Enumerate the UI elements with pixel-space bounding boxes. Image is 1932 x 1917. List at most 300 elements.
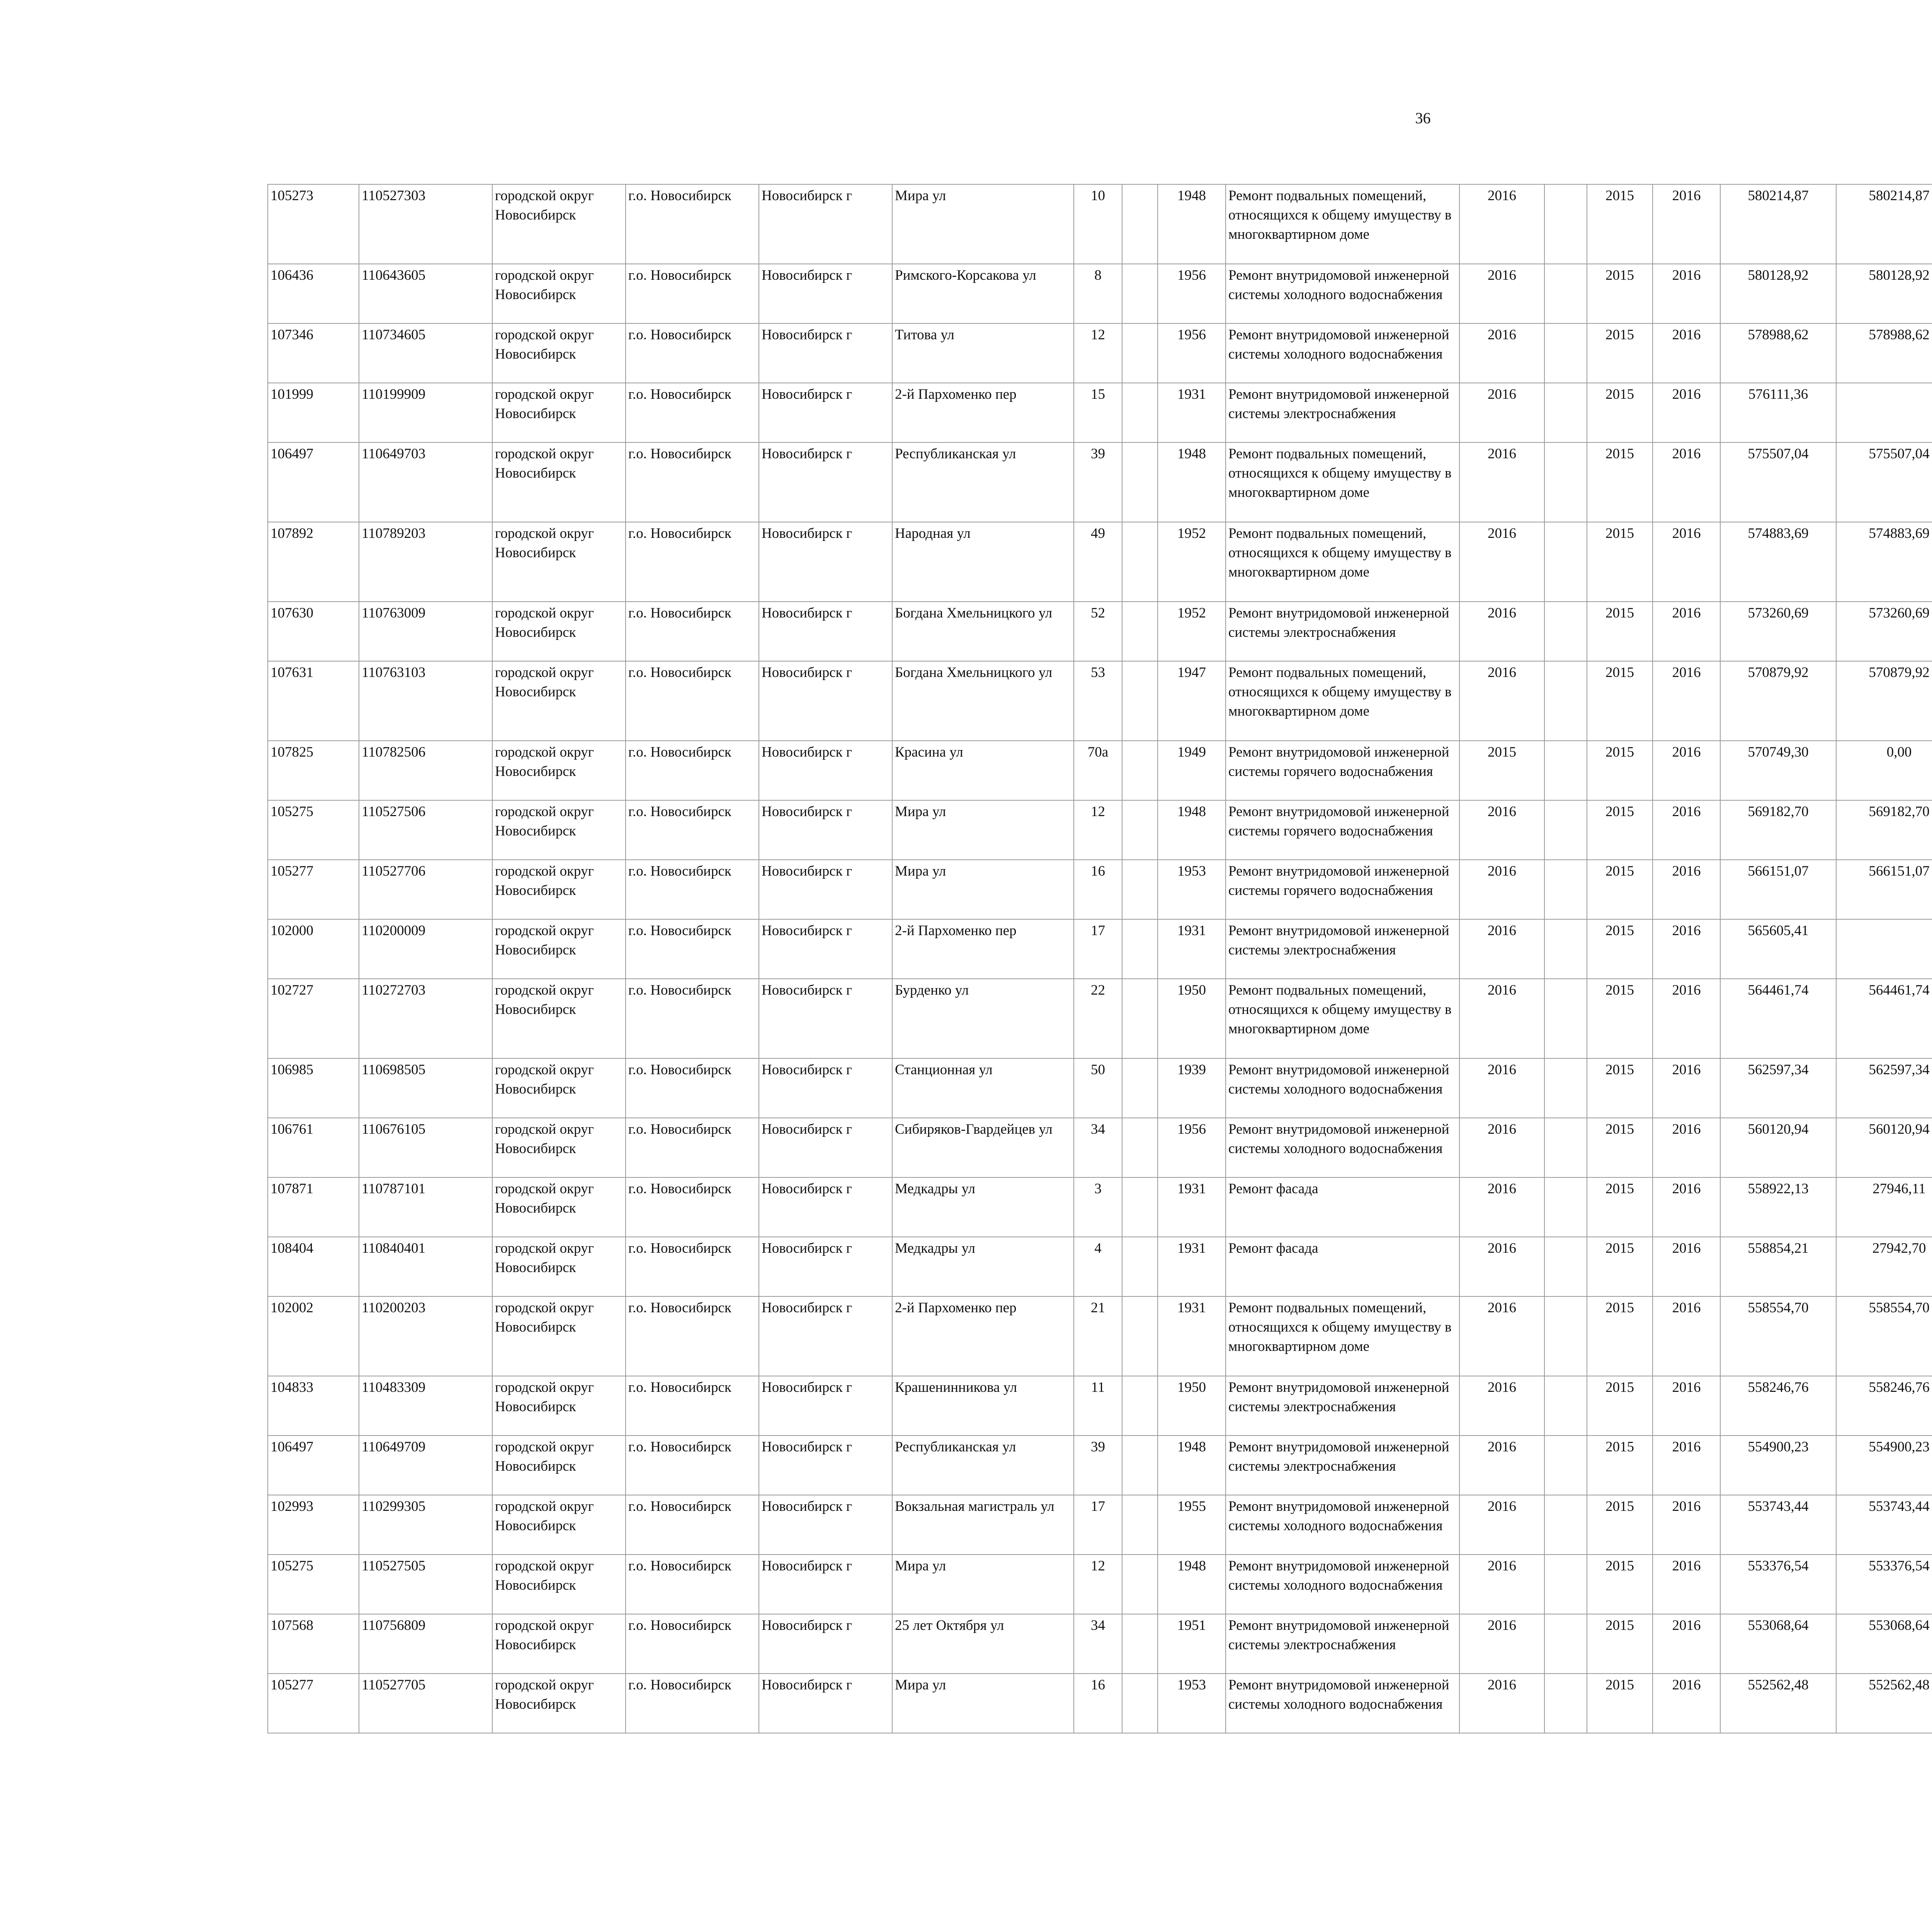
cell-cost-source-1: 552562,48	[1836, 1674, 1932, 1733]
cell-work-type: Ремонт внутридомовой инженерной системы электроснабжения	[1226, 383, 1459, 442]
cell-work-type: Ремонт подвальных помещений, относящихся к общему имуществу в многоквартирном доме	[1226, 661, 1459, 741]
cell-period-start: 2015	[1587, 602, 1653, 661]
cell-empty-col	[1544, 184, 1587, 264]
cell-settlement: Новосибирск г	[759, 1376, 892, 1436]
cell-work-type: Ремонт внутридомовой инженерной системы электроснабжения	[1226, 1376, 1459, 1436]
cell-settlement: Новосибирск г	[759, 383, 892, 442]
cell-cost-source-1: 558246,76	[1836, 1376, 1932, 1436]
cell-city-district: г.о. Новосибирск	[626, 1237, 759, 1296]
cell-street: Мира ул	[892, 1674, 1074, 1733]
cell-settlement: Новосибирск г	[759, 919, 892, 979]
cell-record-id: 105277	[268, 860, 359, 919]
cell-period-end: 2016	[1653, 442, 1720, 522]
cell-period-start: 2015	[1587, 383, 1653, 442]
cell-house-number: 17	[1074, 919, 1122, 979]
cell-house-code: 110483309	[359, 1376, 492, 1436]
cell-municipality: городской округ Новосибирск	[492, 602, 626, 661]
table-row	[268, 323, 1932, 383]
cell-city-district: г.о. Новосибирск	[626, 323, 759, 383]
cell-municipality: городской округ Новосибирск	[492, 1436, 626, 1495]
cell-house-number: 16	[1074, 860, 1122, 919]
cell-period-start: 2015	[1587, 1058, 1653, 1118]
cell-municipality: городской округ Новосибирск	[492, 1495, 626, 1555]
cell-total-cost: 552562,48	[1720, 1674, 1836, 1733]
cell-city-district: г.о. Новосибирск	[626, 860, 759, 919]
cell-cost-source-1: 27942,70	[1836, 1237, 1932, 1296]
cell-build-year: 1953	[1158, 860, 1226, 919]
table-row	[268, 741, 1932, 800]
cell-period-end: 2016	[1653, 602, 1720, 661]
cell-house-number: 34	[1074, 1614, 1122, 1674]
table-row	[268, 1674, 1932, 1733]
cell-empty-col	[1544, 800, 1587, 860]
cell-total-cost: 573260,69	[1720, 602, 1836, 661]
cell-build-year: 1931	[1158, 919, 1226, 979]
cell-record-id: 105275	[268, 1555, 359, 1614]
cell-empty-col	[1544, 1674, 1587, 1733]
cell-period-end: 2016	[1653, 1237, 1720, 1296]
cell-city-district: г.о. Новосибирск	[626, 661, 759, 741]
cell-period-end: 2016	[1653, 1674, 1720, 1733]
cell-house-code: 110527506	[359, 800, 492, 860]
cell-corpus	[1122, 1674, 1158, 1733]
cell-plan-year: 2015	[1459, 741, 1544, 800]
cell-period-end: 2016	[1653, 1296, 1720, 1376]
cell-city-district: г.о. Новосибирск	[626, 602, 759, 661]
cell-house-code: 110756809	[359, 1614, 492, 1674]
cell-empty-col	[1544, 979, 1587, 1058]
cell-record-id: 102002	[268, 1296, 359, 1376]
cell-empty-col	[1544, 383, 1587, 442]
cell-total-cost: 566151,07	[1720, 860, 1836, 919]
cell-empty-col	[1544, 1177, 1587, 1237]
cell-city-district: г.о. Новосибирск	[626, 979, 759, 1058]
cell-house-number: 11	[1074, 1376, 1122, 1436]
cell-house-code: 110649709	[359, 1436, 492, 1495]
cell-settlement: Новосибирск г	[759, 602, 892, 661]
cell-record-id: 108404	[268, 1237, 359, 1296]
cell-settlement: Новосибирск г	[759, 1177, 892, 1237]
cell-corpus	[1122, 979, 1158, 1058]
cell-street: 2-й Пархоменко пер	[892, 919, 1074, 979]
cell-record-id: 101999	[268, 383, 359, 442]
cell-municipality: городской округ Новосибирск	[492, 1376, 626, 1436]
cell-period-end: 2016	[1653, 383, 1720, 442]
cell-work-type: Ремонт внутридомовой инженерной системы холодного водоснабжения	[1226, 323, 1459, 383]
cell-empty-col	[1544, 919, 1587, 979]
table-row	[268, 1058, 1932, 1118]
cell-settlement: Новосибирск г	[759, 1614, 892, 1674]
cell-municipality: городской округ Новосибирск	[492, 184, 626, 264]
cell-settlement: Новосибирск г	[759, 323, 892, 383]
cell-street: Мира ул	[892, 1555, 1074, 1614]
cell-plan-year: 2016	[1459, 1436, 1544, 1495]
cell-city-district: г.о. Новосибирск	[626, 1674, 759, 1733]
cell-record-id: 106985	[268, 1058, 359, 1118]
cell-total-cost: 569182,70	[1720, 800, 1836, 860]
cell-period-start: 2015	[1587, 522, 1653, 602]
cell-period-start: 2015	[1587, 1118, 1653, 1177]
table-row	[268, 860, 1932, 919]
cell-city-district: г.о. Новосибирск	[626, 184, 759, 264]
cell-period-end: 2016	[1653, 1495, 1720, 1555]
cell-plan-year: 2016	[1459, 1296, 1544, 1376]
cell-municipality: городской округ Новосибирск	[492, 919, 626, 979]
cell-work-type: Ремонт фасада	[1226, 1177, 1459, 1237]
cell-municipality: городской округ Новосибирск	[492, 1177, 626, 1237]
cell-build-year: 1953	[1158, 1674, 1226, 1733]
cell-municipality: городской округ Новосибирск	[492, 323, 626, 383]
cell-total-cost: 570879,92	[1720, 661, 1836, 741]
cell-total-cost: 558246,76	[1720, 1376, 1836, 1436]
cell-corpus	[1122, 1495, 1158, 1555]
cell-total-cost: 553068,64	[1720, 1614, 1836, 1674]
cell-municipality: городской округ Новосибирск	[492, 979, 626, 1058]
cell-plan-year: 2016	[1459, 383, 1544, 442]
cell-house-code: 110527705	[359, 1674, 492, 1733]
table-row	[268, 442, 1932, 522]
cell-municipality: городской округ Новосибирск	[492, 1118, 626, 1177]
cell-total-cost: 554900,23	[1720, 1436, 1836, 1495]
cell-house-number: 39	[1074, 1436, 1122, 1495]
cell-period-end: 2016	[1653, 1118, 1720, 1177]
table-row	[268, 1495, 1932, 1555]
cell-empty-col	[1544, 1118, 1587, 1177]
cell-corpus	[1122, 1614, 1158, 1674]
table-row	[268, 1555, 1932, 1614]
cell-plan-year: 2016	[1459, 442, 1544, 522]
cell-cost-source-1: 558554,70	[1836, 1296, 1932, 1376]
cell-house-number: 12	[1074, 1555, 1122, 1614]
cell-house-code: 110676105	[359, 1118, 492, 1177]
cell-work-type: Ремонт внутридомовой инженерной системы горячего водоснабжения	[1226, 800, 1459, 860]
table-row	[268, 1376, 1932, 1436]
cell-cost-source-1: 553743,44	[1836, 1495, 1932, 1555]
cell-empty-col	[1544, 1058, 1587, 1118]
cell-plan-year: 2016	[1459, 264, 1544, 323]
cell-plan-year: 2016	[1459, 1555, 1544, 1614]
cell-build-year: 1952	[1158, 522, 1226, 602]
cell-house-number: 16	[1074, 1674, 1122, 1733]
cell-cost-source-1: 0,00	[1836, 741, 1932, 800]
cell-record-id: 107825	[268, 741, 359, 800]
cell-house-number: 52	[1074, 602, 1122, 661]
cell-street: Станционная ул	[892, 1058, 1074, 1118]
cell-settlement: Новосибирск г	[759, 860, 892, 919]
cell-house-code: 110782506	[359, 741, 492, 800]
cell-build-year: 1931	[1158, 1177, 1226, 1237]
cell-record-id: 105273	[268, 184, 359, 264]
cell-house-number: 3	[1074, 1177, 1122, 1237]
cell-settlement: Новосибирск г	[759, 264, 892, 323]
table-row	[268, 1296, 1932, 1376]
cell-house-code: 110698505	[359, 1058, 492, 1118]
cell-work-type: Ремонт внутридомовой инженерной системы электроснабжения	[1226, 1436, 1459, 1495]
cell-corpus	[1122, 323, 1158, 383]
cell-period-end: 2016	[1653, 1058, 1720, 1118]
cell-empty-col	[1544, 1376, 1587, 1436]
cell-corpus	[1122, 1376, 1158, 1436]
cell-settlement: Новосибирск г	[759, 800, 892, 860]
cell-house-code: 110763103	[359, 661, 492, 741]
cell-build-year: 1951	[1158, 1614, 1226, 1674]
cell-plan-year: 2016	[1459, 800, 1544, 860]
cell-work-type: Ремонт подвальных помещений, относящихся к общему имуществу в многоквартирном доме	[1226, 979, 1459, 1058]
cell-work-type: Ремонт внутридомовой инженерной системы горячего водоснабжения	[1226, 860, 1459, 919]
cell-settlement: Новосибирск г	[759, 979, 892, 1058]
cell-period-end: 2016	[1653, 979, 1720, 1058]
cell-settlement: Новосибирск г	[759, 522, 892, 602]
cell-plan-year: 2016	[1459, 602, 1544, 661]
cell-work-type: Ремонт внутридомовой инженерной системы электроснабжения	[1226, 1614, 1459, 1674]
cell-city-district: г.о. Новосибирск	[626, 1296, 759, 1376]
cell-plan-year: 2016	[1459, 919, 1544, 979]
cell-settlement: Новосибирск г	[759, 661, 892, 741]
cell-total-cost: 558922,13	[1720, 1177, 1836, 1237]
cell-cost-source-1: 580128,92	[1836, 264, 1932, 323]
cell-house-number: 70а	[1074, 741, 1122, 800]
cell-house-number: 12	[1074, 800, 1122, 860]
cell-period-end: 2016	[1653, 741, 1720, 800]
cell-total-cost: 580128,92	[1720, 264, 1836, 323]
cell-record-id: 107892	[268, 522, 359, 602]
cell-house-number: 21	[1074, 1296, 1122, 1376]
cell-municipality: городской округ Новосибирск	[492, 860, 626, 919]
cell-work-type: Ремонт подвальных помещений, относящихся к общему имуществу в многоквартирном доме	[1226, 184, 1459, 264]
cell-corpus	[1122, 1118, 1158, 1177]
cell-total-cost: 580214,87	[1720, 184, 1836, 264]
cell-house-code: 110789203	[359, 522, 492, 602]
cell-cost-source-1: 553376,54	[1836, 1555, 1932, 1614]
cell-work-type: Ремонт внутридомовой инженерной системы холодного водоснабжения	[1226, 1495, 1459, 1555]
cell-cost-source-1: 573260,69	[1836, 602, 1932, 661]
cell-cost-source-1: 578988,62	[1836, 323, 1932, 383]
cell-total-cost: 558854,21	[1720, 1237, 1836, 1296]
cell-build-year: 1948	[1158, 1555, 1226, 1614]
table-row	[268, 264, 1932, 323]
cell-corpus	[1122, 1237, 1158, 1296]
cell-corpus	[1122, 522, 1158, 602]
cell-work-type: Ремонт подвальных помещений, относящихся к общему имуществу в многоквартирном доме	[1226, 442, 1459, 522]
cell-empty-col	[1544, 741, 1587, 800]
cell-house-code: 110272703	[359, 979, 492, 1058]
cell-street: Медкадры ул	[892, 1177, 1074, 1237]
cell-house-code: 110527706	[359, 860, 492, 919]
cell-city-district: г.о. Новосибирск	[626, 1436, 759, 1495]
cell-empty-col	[1544, 442, 1587, 522]
table-row	[268, 919, 1932, 979]
cell-house-code: 110199909	[359, 383, 492, 442]
cell-cost-source-1: 564461,74	[1836, 979, 1932, 1058]
cell-period-start: 2015	[1587, 1237, 1653, 1296]
cell-total-cost: 560120,94	[1720, 1118, 1836, 1177]
table-row	[268, 1118, 1932, 1177]
cell-corpus	[1122, 741, 1158, 800]
cell-plan-year: 2016	[1459, 323, 1544, 383]
cell-house-code: 110643605	[359, 264, 492, 323]
cell-city-district: г.о. Новосибирск	[626, 741, 759, 800]
cell-plan-year: 2016	[1459, 860, 1544, 919]
cell-settlement: Новосибирск г	[759, 1237, 892, 1296]
cell-house-number: 4	[1074, 1237, 1122, 1296]
cell-build-year: 1948	[1158, 1436, 1226, 1495]
cell-cost-source-1: 553068,64	[1836, 1614, 1932, 1674]
cell-corpus	[1122, 1436, 1158, 1495]
cell-plan-year: 2016	[1459, 1118, 1544, 1177]
cell-municipality: городской округ Новосибирск	[492, 1296, 626, 1376]
cell-empty-col	[1544, 1495, 1587, 1555]
cell-work-type: Ремонт внутридомовой инженерной системы электроснабжения	[1226, 602, 1459, 661]
cell-total-cost: 565605,41	[1720, 919, 1836, 979]
cell-house-number: 53	[1074, 661, 1122, 741]
cell-period-end: 2016	[1653, 1614, 1720, 1674]
cell-build-year: 1950	[1158, 979, 1226, 1058]
cell-period-end: 2016	[1653, 860, 1720, 919]
cell-corpus	[1122, 800, 1158, 860]
cell-house-code: 110734605	[359, 323, 492, 383]
cell-municipality: городской округ Новосибирск	[492, 1237, 626, 1296]
cell-street: Крашенинникова ул	[892, 1376, 1074, 1436]
cell-cost-source-1: 569182,70	[1836, 800, 1932, 860]
cell-corpus	[1122, 1177, 1158, 1237]
cell-build-year: 1948	[1158, 800, 1226, 860]
cell-settlement: Новосибирск г	[759, 741, 892, 800]
cell-municipality: городской округ Новосибирск	[492, 661, 626, 741]
cell-cost-source-1: 562597,34	[1836, 1058, 1932, 1118]
cell-corpus	[1122, 860, 1158, 919]
cell-total-cost: 570749,30	[1720, 741, 1836, 800]
cell-street: Богдана Хмельницкого ул	[892, 602, 1074, 661]
cell-house-number: 49	[1074, 522, 1122, 602]
cell-work-type: Ремонт внутридомовой инженерной системы холодного водоснабжения	[1226, 1058, 1459, 1118]
cell-settlement: Новосибирск г	[759, 1296, 892, 1376]
cell-house-code: 110200009	[359, 919, 492, 979]
cell-municipality: городской округ Новосибирск	[492, 800, 626, 860]
cell-total-cost: 574883,69	[1720, 522, 1836, 602]
page-number: 36	[1415, 109, 1431, 127]
cell-cost-source-1: 570879,92	[1836, 661, 1932, 741]
cell-total-cost: 576111,36	[1720, 383, 1836, 442]
cell-period-end: 2016	[1653, 661, 1720, 741]
cell-build-year: 1939	[1158, 1058, 1226, 1118]
cell-total-cost: 553376,54	[1720, 1555, 1836, 1614]
cell-period-start: 2015	[1587, 979, 1653, 1058]
cell-record-id: 104833	[268, 1376, 359, 1436]
cell-total-cost: 564461,74	[1720, 979, 1836, 1058]
cell-empty-col	[1544, 1555, 1587, 1614]
table-row	[268, 800, 1932, 860]
cell-empty-col	[1544, 522, 1587, 602]
cell-record-id: 105275	[268, 800, 359, 860]
cell-period-end: 2016	[1653, 1436, 1720, 1495]
cell-city-district: г.о. Новосибирск	[626, 264, 759, 323]
cell-empty-col	[1544, 602, 1587, 661]
cell-period-start: 2015	[1587, 1376, 1653, 1436]
cell-period-start: 2015	[1587, 1555, 1653, 1614]
cell-street: Бурденко ул	[892, 979, 1074, 1058]
cell-corpus	[1122, 264, 1158, 323]
cell-empty-col	[1544, 1436, 1587, 1495]
cell-corpus	[1122, 602, 1158, 661]
cell-house-code: 110787101	[359, 1177, 492, 1237]
cell-house-code: 110649703	[359, 442, 492, 522]
cell-corpus	[1122, 1058, 1158, 1118]
cell-period-end: 2016	[1653, 522, 1720, 602]
table-row	[268, 602, 1932, 661]
cell-house-number: 22	[1074, 979, 1122, 1058]
cell-cost-source-1: 575507,04	[1836, 442, 1932, 522]
cell-street: Мира ул	[892, 800, 1074, 860]
cell-record-id: 107568	[268, 1614, 359, 1674]
cell-record-id: 106497	[268, 1436, 359, 1495]
cell-record-id: 107630	[268, 602, 359, 661]
cell-street: 2-й Пархоменко пер	[892, 383, 1074, 442]
cell-plan-year: 2016	[1459, 1674, 1544, 1733]
cell-build-year: 1931	[1158, 383, 1226, 442]
cell-build-year: 1947	[1158, 661, 1226, 741]
table-row	[268, 383, 1932, 442]
cell-cost-source-1: 580214,87	[1836, 184, 1932, 264]
cell-total-cost: 562597,34	[1720, 1058, 1836, 1118]
cell-plan-year: 2016	[1459, 184, 1544, 264]
cell-period-start: 2015	[1587, 1296, 1653, 1376]
cell-city-district: г.о. Новосибирск	[626, 800, 759, 860]
cell-record-id: 102993	[268, 1495, 359, 1555]
cell-period-start: 2015	[1587, 442, 1653, 522]
cell-build-year: 1950	[1158, 1376, 1226, 1436]
cell-settlement: Новосибирск г	[759, 1058, 892, 1118]
cell-city-district: г.о. Новосибирск	[626, 1058, 759, 1118]
cell-settlement: Новосибирск г	[759, 1495, 892, 1555]
cell-house-code: 110527505	[359, 1555, 492, 1614]
cell-street: Титова ул	[892, 323, 1074, 383]
cell-work-type: Ремонт внутридомовой инженерной системы холодного водоснабжения	[1226, 1674, 1459, 1733]
table-row	[268, 1237, 1932, 1296]
cell-city-district: г.о. Новосибирск	[626, 1555, 759, 1614]
cell-build-year: 1948	[1158, 184, 1226, 264]
cell-record-id: 106497	[268, 442, 359, 522]
cell-work-type: Ремонт внутридомовой инженерной системы холодного водоснабжения	[1226, 264, 1459, 323]
cell-city-district: г.о. Новосибирск	[626, 1614, 759, 1674]
cell-settlement: Новосибирск г	[759, 1555, 892, 1614]
cell-street: Вокзальная магистраль ул	[892, 1495, 1074, 1555]
cell-work-type: Ремонт подвальных помещений, относящихся к общему имуществу в многоквартирном доме	[1226, 1296, 1459, 1376]
table-row	[268, 979, 1932, 1058]
cell-empty-col	[1544, 1614, 1587, 1674]
cell-record-id: 102000	[268, 919, 359, 979]
cell-empty-col	[1544, 1296, 1587, 1376]
cell-build-year: 1956	[1158, 1118, 1226, 1177]
cell-period-start: 2015	[1587, 1614, 1653, 1674]
cell-street: Красина ул	[892, 741, 1074, 800]
cell-corpus	[1122, 919, 1158, 979]
cell-house-code: 110527303	[359, 184, 492, 264]
cell-plan-year: 2016	[1459, 661, 1544, 741]
cell-build-year: 1931	[1158, 1237, 1226, 1296]
cell-municipality: городской округ Новосибирск	[492, 1555, 626, 1614]
cell-street: Народная ул	[892, 522, 1074, 602]
cell-city-district: г.о. Новосибирск	[626, 442, 759, 522]
cell-plan-year: 2016	[1459, 1058, 1544, 1118]
cell-corpus	[1122, 1296, 1158, 1376]
cell-record-id: 107871	[268, 1177, 359, 1237]
cell-cost-source-1: 574883,69	[1836, 522, 1932, 602]
cell-total-cost: 578988,62	[1720, 323, 1836, 383]
cell-period-start: 2015	[1587, 919, 1653, 979]
cell-municipality: городской округ Новосибирск	[492, 383, 626, 442]
cell-city-district: г.о. Новосибирск	[626, 1376, 759, 1436]
cell-municipality: городской округ Новосибирск	[492, 442, 626, 522]
